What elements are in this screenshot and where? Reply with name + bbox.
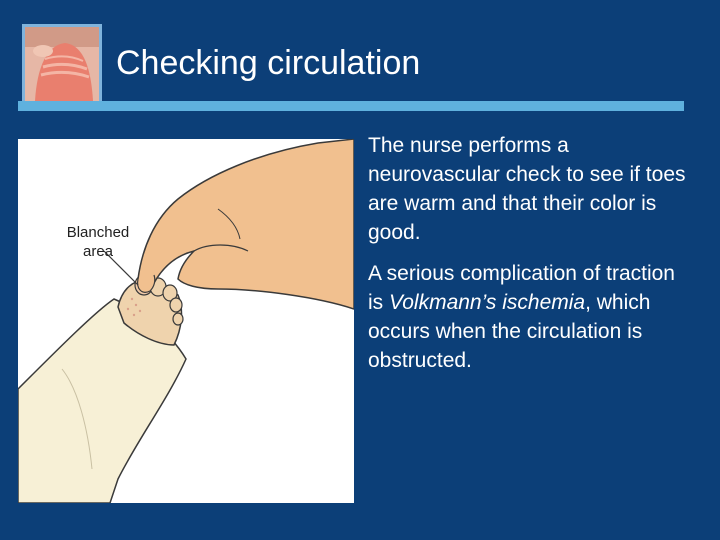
paragraph-volkmann-before: A serious complication of traction is <box>368 262 675 314</box>
pregnant-woman-photo-icon <box>25 27 99 101</box>
slide-body <box>368 131 688 387</box>
paragraph-volkmann <box>368 259 688 375</box>
label-line-2: area <box>82 243 114 260</box>
volkmann-term: Volkmann’s ischemia <box>389 291 586 314</box>
label-line-1: Blanched <box>66 224 130 241</box>
illustration-panel <box>18 139 354 503</box>
paragraph-neurovascular-check: The nurse performs a neurovascular check to see if toes are warm and that their color is good. <box>368 134 686 244</box>
paragraph-volkmann-after: , which occurs when the circulation is obstructed. <box>368 291 651 372</box>
title-divider <box>18 101 684 111</box>
thumbnail-photo <box>22 24 102 104</box>
slide-title: Checking circulation <box>116 44 421 82</box>
hand-checking-toes-illustration <box>18 139 354 503</box>
blanched-area-label <box>58 223 138 261</box>
